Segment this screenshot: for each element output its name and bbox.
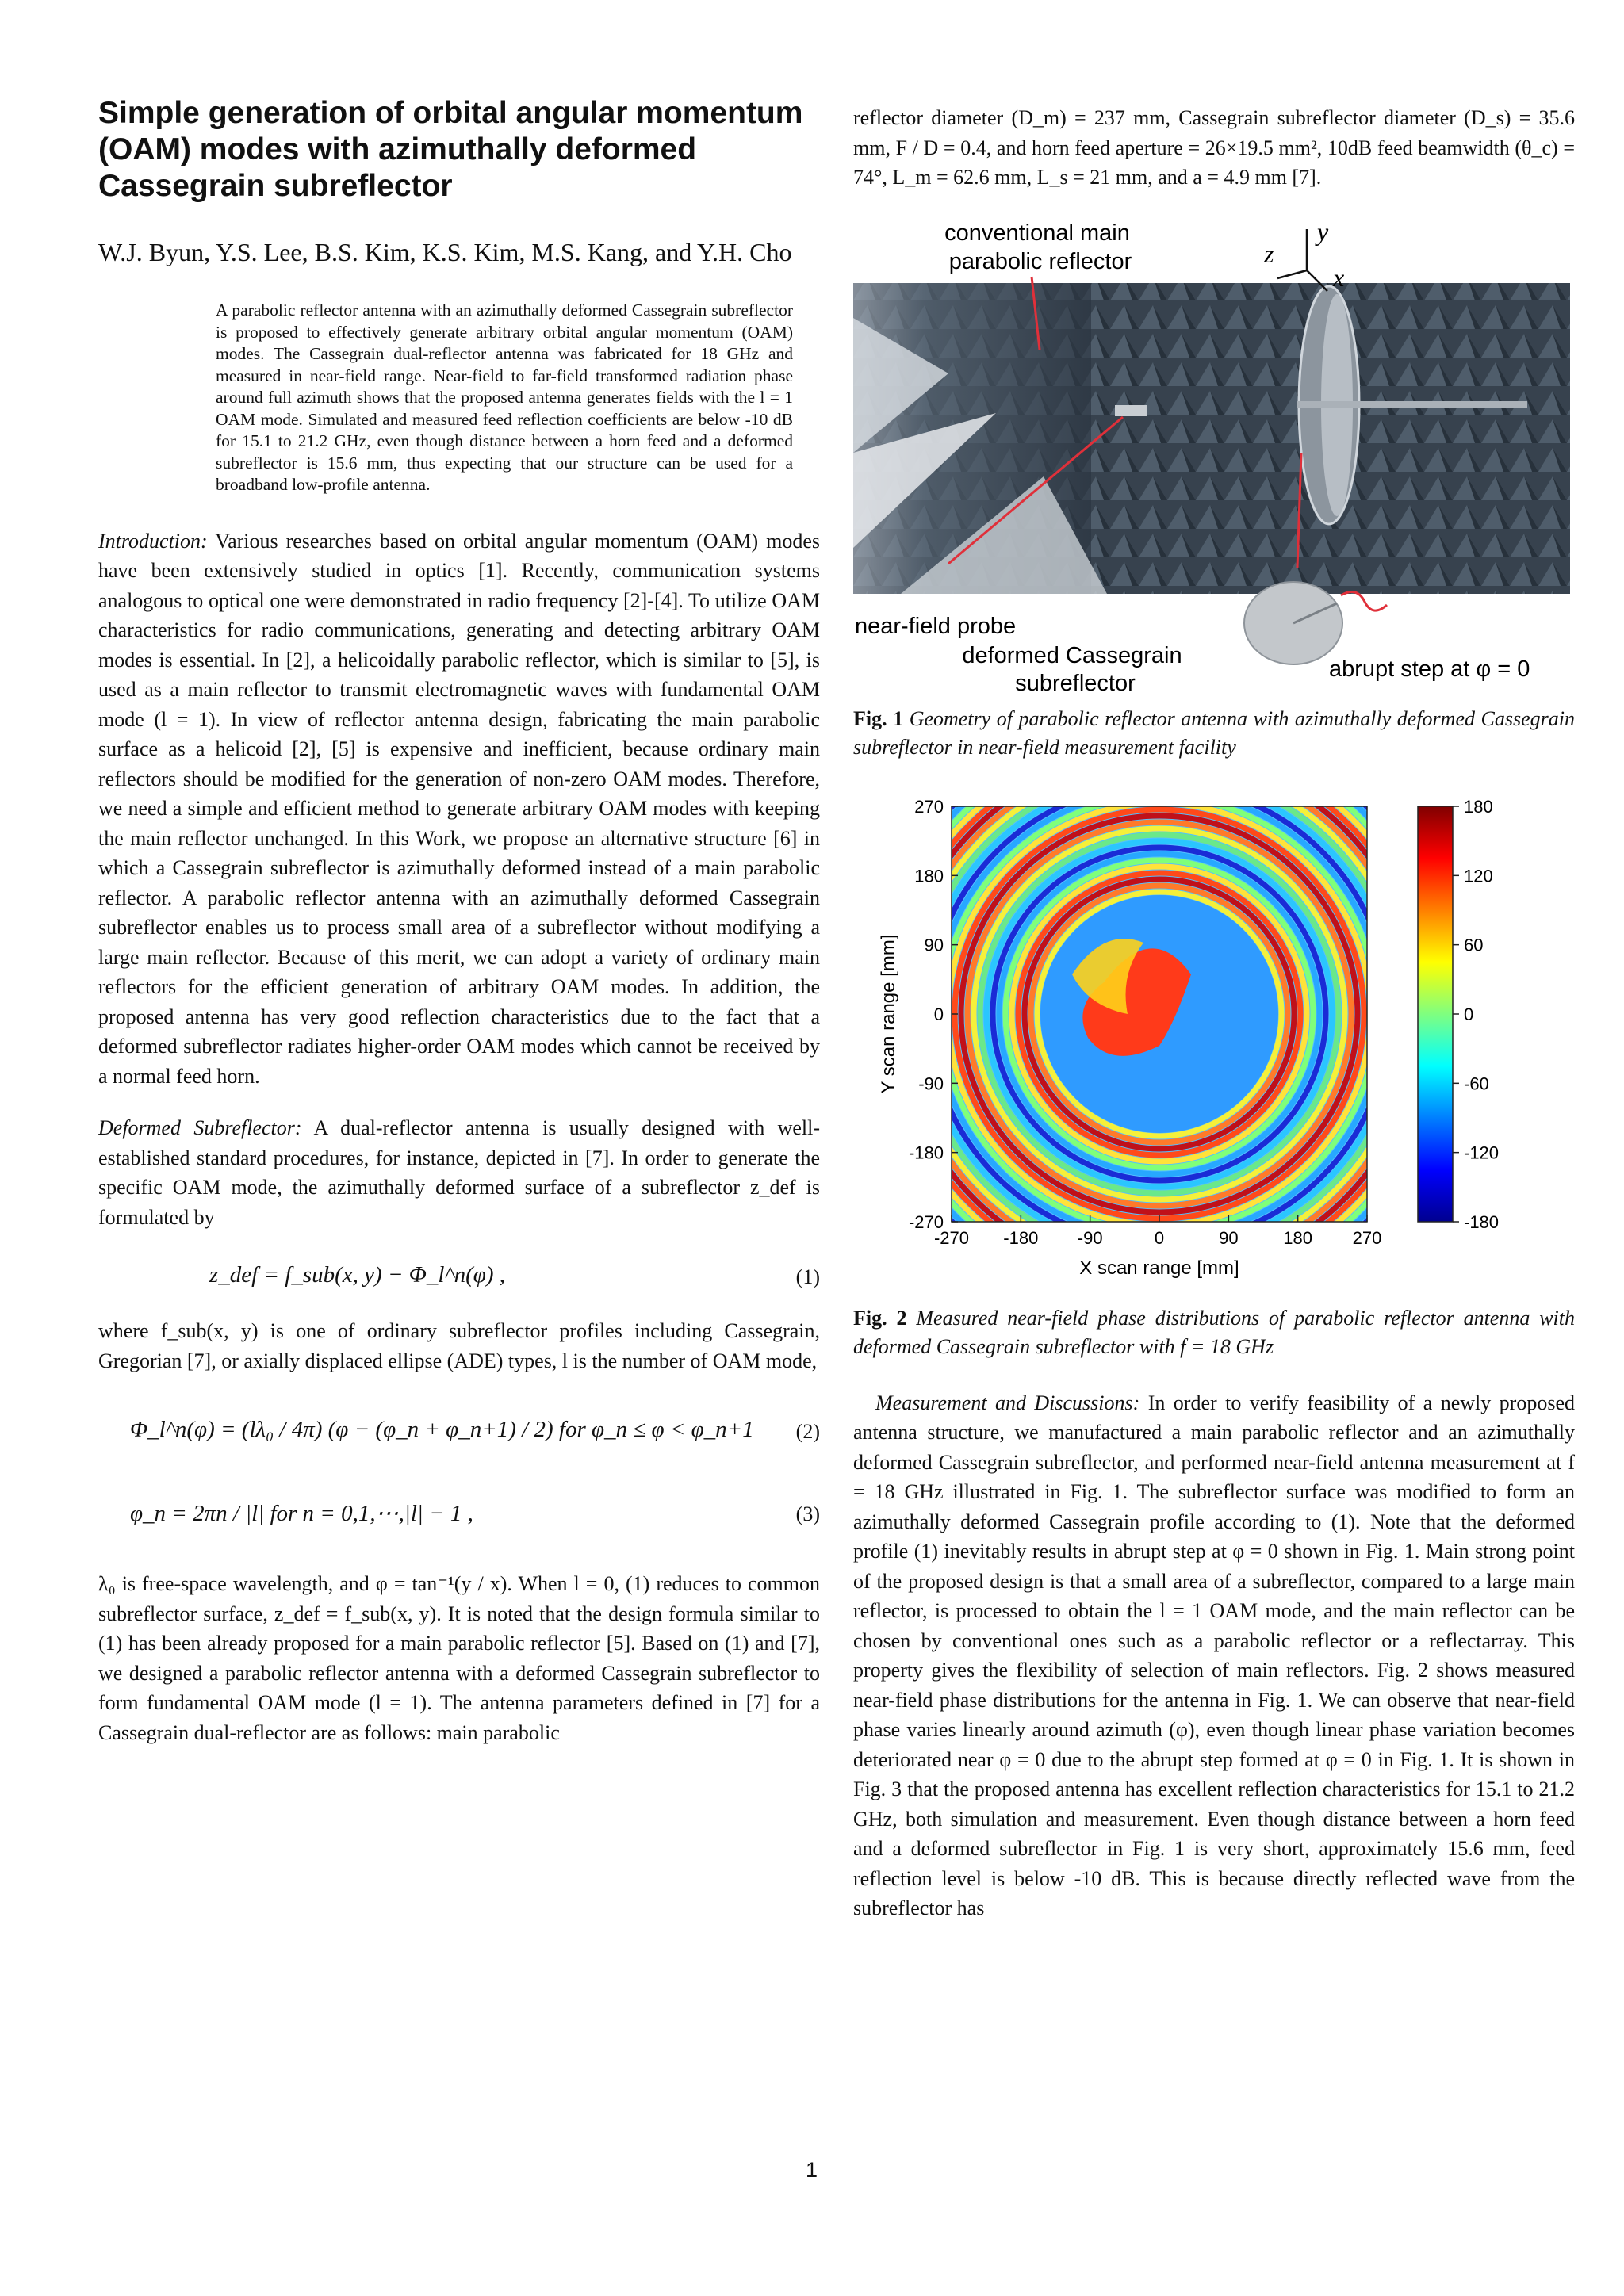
after-eq1-paragraph: where f_sub(x, y) is one of ordinary subreflector profiles including Cassegrain, Gregorian [7], or axially displaced ellipse (ADE) types, l is the number of OAM mode, bbox=[98, 1319, 820, 1372]
figure-2-label: Fig. 2 bbox=[853, 1306, 907, 1330]
right-column bbox=[853, 95, 1575, 1946]
measurement-paragraph bbox=[853, 1388, 1575, 1923]
intro-text: Various researches based on orbital angular momentum (OAM) modes have been extensively studied in optics [1]. Recently, communication systems analogous to optical one were demonstrated in radio frequency [2]-[4]. To utilize OAM characteristics for radio communications, generating and detecting arbitrary OAM modes is essential. In [2], a helicoidally parabolic reflector, which is similar to [5], is used as a main reflector to transmit electromagnetic waves with fundamental OAM mode (l = 1). In view of reflector antenna design, fabricating the main parabolic surface as a helicoid [2], [5] is expensive and inefficient, because ordinary main reflectors should be modified for the generation of non-zero OAM modes. Therefore, we need a simple and efficient method to generate arbitrary OAM modes with keeping the main reflector unchanged. In this Work, we propose an alternative structure [6] in which a Cassegrain subreflector is azimuthally deformed instead of a main parabolic reflector. A parabolic reflector antenna with an azimuthally deformed Cassegrain subreflector enables us to process small area of a subreflector without modifying a large main reflector. Because of this merit, we can adopt a variety of ordinary main reflectors for the efficient generation of arbitrary OAM modes. In addition, the proposed antenna has very good reflection characteristics due to the fact that a deformed subreflector radiates higher-order OAM modes which cannot be received by a normal feed horn. bbox=[98, 529, 820, 1088]
support-rail bbox=[1297, 401, 1527, 408]
axis-z-line bbox=[1277, 270, 1307, 278]
y-tick-label: 0 bbox=[933, 1004, 944, 1024]
measurement-heading: Measurement and Discussions: bbox=[875, 1391, 1140, 1414]
y-axis-label: Y scan range [mm] bbox=[878, 934, 899, 1093]
step-label: abrupt step at φ = 0 bbox=[1329, 656, 1530, 682]
paper-title: Simple generation of orbital angular momentum (OAM) modes with azimuthally deformed Cassegrain subreflector bbox=[98, 96, 803, 203]
axis-x-label: x bbox=[1333, 262, 1345, 292]
phase-heatmap bbox=[853, 789, 1570, 1280]
phase-rings bbox=[866, 789, 1453, 1280]
figure-2-caption bbox=[853, 1304, 1575, 1361]
deformed-paragraph bbox=[98, 1113, 820, 1232]
x-tick-label: 180 bbox=[1283, 1227, 1313, 1248]
author-list: W.J. Byun, Y.S. Lee, B.S. Kim, K.S. Kim, M.S. Kang, and Y.H. Cho bbox=[98, 238, 792, 266]
x-axis-label: X scan range [mm] bbox=[1079, 1257, 1239, 1279]
step-arrow bbox=[1341, 591, 1387, 610]
sub-label-line1: deformed Cassegrain bbox=[962, 642, 1182, 668]
equation-3-number: (3) bbox=[795, 1502, 820, 1525]
y-tick-label: 90 bbox=[924, 935, 944, 955]
equation-1 bbox=[98, 1254, 820, 1303]
figure-1-caption bbox=[853, 705, 1575, 762]
equation-2-expression: Φ_l^n(φ) = (lλ₀ / 4π) (φ − (φ_n + φ_n+1) / 2) for φ_n ≤ φ < φ_n+1 bbox=[130, 1417, 754, 1442]
colorbar-tick-label: 0 bbox=[1464, 1004, 1474, 1024]
equation-2-number: (2) bbox=[795, 1420, 820, 1443]
x-tick-label: 0 bbox=[1154, 1227, 1165, 1248]
measurement-text: In order to verify feasibility of a newly proposed antenna structure, we manufactured a main parabolic reflector and an azimuthally deformed Cassegrain subreflector, and performed near-field antenna measurement at f = 18 GHz illustrated in Fig. 1. The subreflector surface was modified to form an azimuthally deformed Cassegrain profile according to (1). Note that the deformed profile (1) inevitably results in abrupt step at φ = 0 shown in Fig. 1. Main strong point of the proposed design is that a small area of a subreflector, compared to a large main reflector, is processed to obtain the l = 1 OAM mode, and the main reflector can be chosen by conventional ones such as a parabolic reflector or a reflectarray. This property gives the flexibility of selection of main reflectors. Fig. 2 shows measured near-field phase distributions for the antenna in Fig. 1. We can observe that near-field phase varies linearly around azimuth (φ), even though linear phase variation becomes deteriorated near φ = 0 due to the abrupt step formed at φ = 0 in Fig. 1. It is shown in Fig. 3 that the proposed antenna has excellent reflection characteristics for 15.1 to 21.2 GHz, both simulation and measurement. Even though distance between a horn feed and a deformed subreflector in Fig. 1 is very short, approximately 15.6 mm, feed reflection level is below -10 dB. This is because directly reflected wave from the subreflector has bbox=[853, 1391, 1575, 1919]
probe-body bbox=[1115, 405, 1147, 416]
y-tick-label: -270 bbox=[908, 1211, 944, 1232]
probe-label: near-field probe bbox=[855, 613, 1017, 639]
figure-2 bbox=[853, 789, 1570, 1280]
x-tick-label: -270 bbox=[933, 1227, 970, 1248]
colorbar-tick-label: -60 bbox=[1464, 1073, 1489, 1093]
y-tick-label: -180 bbox=[908, 1142, 944, 1163]
after-eq3-paragraph: λ₀ is free-space wavelength, and φ = tan⁻¹(y / x). When l = 0, (1) reduces to common subreflector surface, z_def = f_sub(x, y). It is noted that the design formula similar to (1) has been already proposed for a main parabolic reflector [5]. Based on (1) and [7], we designed a parabolic reflector antenna with a deformed Cassegrain subreflector to form fundamental OAM mode (l = 1). The antenna parameters defined in [7] for a Cassegrain dual-reflector are as follows: main parabolic bbox=[98, 1572, 820, 1744]
x-tick-label: 90 bbox=[1219, 1227, 1239, 1248]
axis-z-label: z bbox=[1264, 239, 1274, 268]
deformed-heading: Deformed Subreflector: bbox=[98, 1116, 302, 1139]
figure-1-caption-text: Geometry of parabolic reflector antenna with azimuthally deformed Cassegrain subreflector in near-field measurement facility bbox=[853, 706, 1575, 759]
main-reflector-label bbox=[944, 220, 1136, 274]
sub-label-line2: subreflector bbox=[1015, 670, 1136, 691]
colorbar-tick-label: 120 bbox=[1464, 865, 1493, 886]
intro-heading: Introduction: bbox=[98, 529, 208, 553]
axis-y-label: y bbox=[1317, 216, 1329, 246]
figure-1-label: Fig. 1 bbox=[853, 706, 904, 730]
main-label-line2: parabolic reflector bbox=[948, 248, 1132, 274]
subreflector-label bbox=[962, 643, 1188, 691]
colorbar bbox=[1418, 806, 1453, 1222]
abstract: A parabolic reflector antenna with an azimuthally deformed Cassegrain subreflector is proposed to effectively generate arbitrary orbital angular momentum (OAM) modes. The Cassegrain dual-reflector antenna was fabricated for 18 GHz and measured in near-field range. Near-field to far-field transformed radiation phase around full azimuth shows that the proposed antenna generates fields with the l = 1 OAM mode. Simulated and measured feed reflection coefficients are below -10 dB for 15.1 to 21.2 GHz, even though distance between a horn feed and a deformed subreflector is 15.6 mm, thus expecting that our structure can be used for a broadband low-profile antenna. bbox=[216, 300, 793, 494]
page-number: 1 bbox=[806, 2158, 818, 2182]
y-tick-label: 270 bbox=[914, 796, 944, 817]
colorbar-tick-label: 180 bbox=[1464, 796, 1493, 817]
x-tick-label: -90 bbox=[1077, 1227, 1103, 1248]
left-column bbox=[98, 95, 820, 1770]
figure-1-illustration bbox=[853, 215, 1570, 691]
equation-3-expression: φ_n = 2πn / |l| for n = 0,1,⋯,|l| − 1 , bbox=[130, 1501, 473, 1526]
x-tick-label: 270 bbox=[1352, 1227, 1382, 1248]
deformed-text: A dual-reflector antenna is usually designed with well-established standard procedures, for instance, depicted in [7]. In order to generate the specific OAM mode, the azimuthally deformed surface of a subreflector z_def is formulated by bbox=[98, 1116, 820, 1229]
x-tick-label: -180 bbox=[1003, 1227, 1039, 1248]
y-tick-label: -90 bbox=[918, 1073, 944, 1093]
colorbar-tick-label: 60 bbox=[1464, 935, 1484, 955]
parameters-paragraph: reflector diameter (D_m) = 237 mm, Cassegrain subreflector diameter (D_s) = 35.6 mm, F / D = 0.4, and horn feed aperture = 26×19.5 mm², 10dB feed beamwidth (θ_c) = 74°, L_m = 62.6 mm, L_s = 21 mm, and a = 4.9 mm [7]. bbox=[853, 106, 1575, 189]
intro-paragraph bbox=[98, 526, 820, 1092]
figure-2-caption-text: Measured near-field phase distributions of parabolic reflector antenna with deformed Cassegrain subreflector with f = 18 GHz bbox=[853, 1306, 1576, 1358]
equation-2 bbox=[98, 1398, 820, 1471]
equation-1-number: (1) bbox=[795, 1265, 820, 1288]
colorbar-tick-label: -120 bbox=[1464, 1142, 1500, 1163]
equation-3 bbox=[98, 1483, 820, 1556]
y-tick-label: 180 bbox=[914, 865, 944, 886]
figure-1 bbox=[853, 215, 1570, 691]
colorbar-tick-label: -180 bbox=[1464, 1211, 1500, 1232]
main-label-line1: conventional main bbox=[944, 220, 1130, 246]
equation-1-expression: z_def = f_sub(x, y) − Φ_l^n(φ) , bbox=[209, 1262, 505, 1288]
